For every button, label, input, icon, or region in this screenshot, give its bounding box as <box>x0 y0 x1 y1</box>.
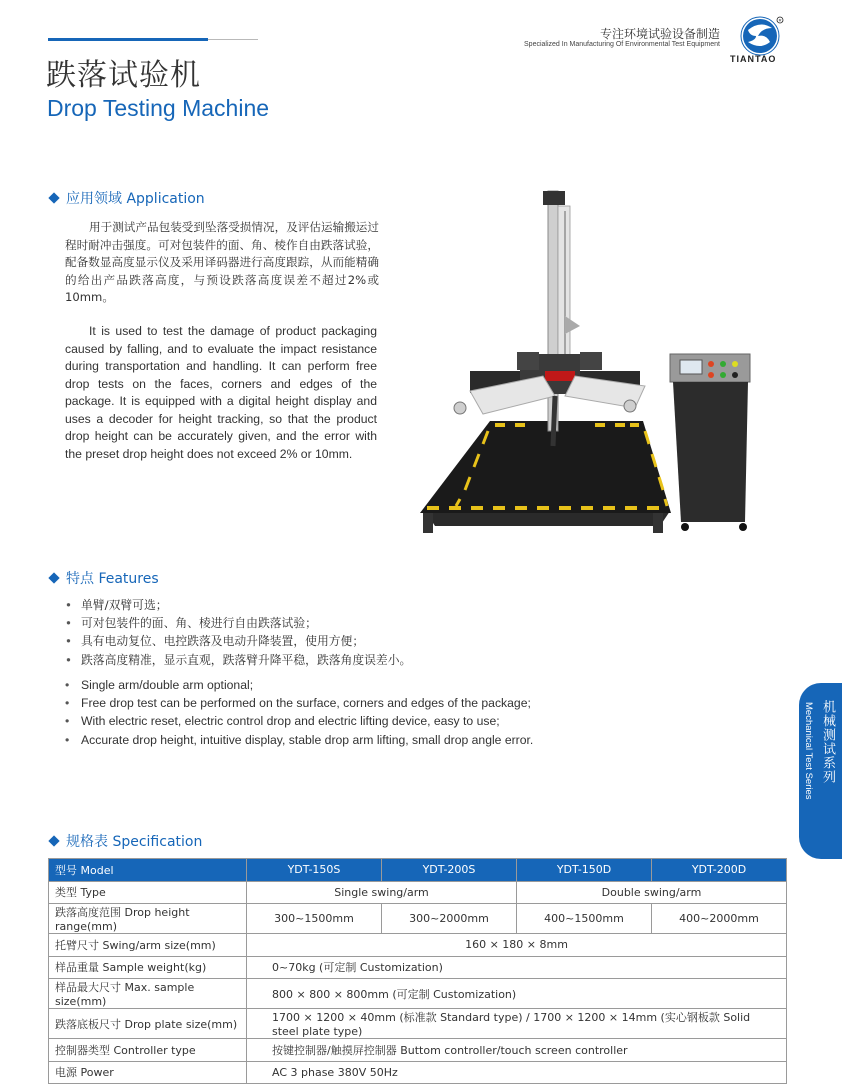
diamond-bullet-icon <box>48 192 59 203</box>
features-heading-text: 特点 Features <box>66 571 159 587</box>
value-cell: 160 × 180 × 8mm <box>247 934 787 957</box>
feature-item-cn: • 可对包装件的面、角、棱进行自由跌落试验； <box>65 614 411 632</box>
feature-item-cn: • 单臂/双臂可选； <box>65 596 411 614</box>
value-cell: 300~2000mm <box>382 904 517 934</box>
features-heading <box>48 568 159 588</box>
feature-item-cn: • 跌落高度精准，显示直观，跌落臂升降平稳，跌落角度误差小。 <box>65 651 411 669</box>
diamond-bullet-icon <box>48 835 59 846</box>
model-cell: YDT-150D <box>517 859 652 882</box>
specification-heading <box>48 831 202 851</box>
diamond-bullet-icon <box>48 572 59 583</box>
table-row <box>49 934 787 957</box>
feature-item-en: • Accurate drop height, intuitive display, stable drop arm lifting, small drop angle error. <box>65 731 533 749</box>
table-row <box>49 1061 787 1084</box>
application-heading-text: 应用领域 Application <box>66 191 205 207</box>
value-cell: 0~70kg (可定制 Customization) <box>247 956 787 979</box>
table-row <box>49 881 787 904</box>
value-cell: Single swing/arm <box>247 881 517 904</box>
feature-item-en: • Free drop test can be performed on the surface, corners and edges of the package; <box>65 694 533 712</box>
row-label-cell: 控制器类型 Controller type <box>49 1039 247 1062</box>
table-row <box>49 1039 787 1062</box>
application-heading <box>48 188 205 208</box>
series-side-tab-cn: 机械测试系列 <box>820 700 835 784</box>
feature-item-en: • With electric reset, electric control drop and electric lifting device, easy to use; <box>65 712 533 730</box>
value-cell: Double swing/arm <box>517 881 787 904</box>
row-label-cell: 样品重量 Sample weight(kg) <box>49 956 247 979</box>
value-cell: 300~1500mm <box>247 904 382 934</box>
application-text-en: It is used to test the damage of product packaging caused by falling, and to evaluate the impact resistance during transportation and handling. It can perform free drop tests on the faces, corners and edges of the package. It is equipped with a digital height display and uses a decoder for height tracking, so that the product drop height can be accurately given, and the error with the preset drop height does not exceed 2% or 10mm. <box>65 324 377 461</box>
header-rule-accent <box>48 38 208 41</box>
table-row <box>49 904 787 934</box>
series-side-tab-en: Mechanical Test Series <box>803 702 814 800</box>
page-title-cn: 跌落试验机 <box>46 58 201 93</box>
drop-testing-machine-image <box>415 186 760 544</box>
row-label-cell: 类型 Type <box>49 881 247 904</box>
table-row <box>49 1009 787 1039</box>
company-slogan-cn: 专注环境试验设备制造 <box>599 27 720 41</box>
row-label-cell: 样品最大尺寸 Max. sample size(mm) <box>49 979 247 1009</box>
svg-text:R: R <box>778 17 782 23</box>
value-cell: 800 × 800 × 800mm (可定制 Customization) <box>247 979 787 1009</box>
page-title-en: Drop Testing Machine <box>47 95 270 121</box>
features-list-cn <box>65 596 411 669</box>
application-text-cn: 用于测试产品包装受到坠落受损情况，及评估运输搬运过程时耐冲击强度。可对包装件的面、角、棱作自由跌落试验，配备数显高度显示仪及采用译码器进行高度跟踪，从而能精确的给出产品跌落高度，与预设跌落高度误差不超过2%或10mm。 <box>65 220 379 304</box>
value-cell: 按键控制器/触摸屏控制器 Buttom controller/touch screen controller <box>247 1039 787 1062</box>
feature-item-cn: • 具有电动复位、电控跌落及电动升降装置，使用方便； <box>65 632 411 650</box>
row-label-cell: 电源 Power <box>49 1061 247 1084</box>
specification-table <box>48 858 787 1084</box>
row-label-cell: 托臂尺寸 Swing/arm size(mm) <box>49 934 247 957</box>
model-label-cell: 型号 Model <box>49 859 247 882</box>
specification-heading-text: 规格表 Specification <box>66 834 203 850</box>
features-list-en <box>65 676 533 749</box>
table-row <box>49 956 787 979</box>
model-cell: YDT-200S <box>382 859 517 882</box>
value-cell: 400~2000mm <box>652 904 787 934</box>
brand-name: TIANTAO <box>730 54 777 64</box>
table-row <box>49 979 787 1009</box>
row-label-cell: 跌落高度范围 Drop height range(mm) <box>49 904 247 934</box>
model-cell: YDT-150S <box>247 859 382 882</box>
value-cell: AC 3 phase 380V 50Hz <box>247 1061 787 1084</box>
row-label-cell: 跌落底板尺寸 Drop plate size(mm) <box>49 1009 247 1039</box>
feature-item-en: • Single arm/double arm optional; <box>65 676 533 694</box>
value-cell: 1700 × 1200 × 40mm (标准款 Standard type) / 1700 × 1200 × 14mm (实心钢板款 Solid steel plate type) <box>247 1009 787 1039</box>
value-cell: 400~1500mm <box>517 904 652 934</box>
company-slogan-en: Specialized In Manufacturing Of Environmental Test Equipment <box>524 41 720 48</box>
model-cell: YDT-200D <box>652 859 787 882</box>
table-header-row <box>49 859 787 882</box>
